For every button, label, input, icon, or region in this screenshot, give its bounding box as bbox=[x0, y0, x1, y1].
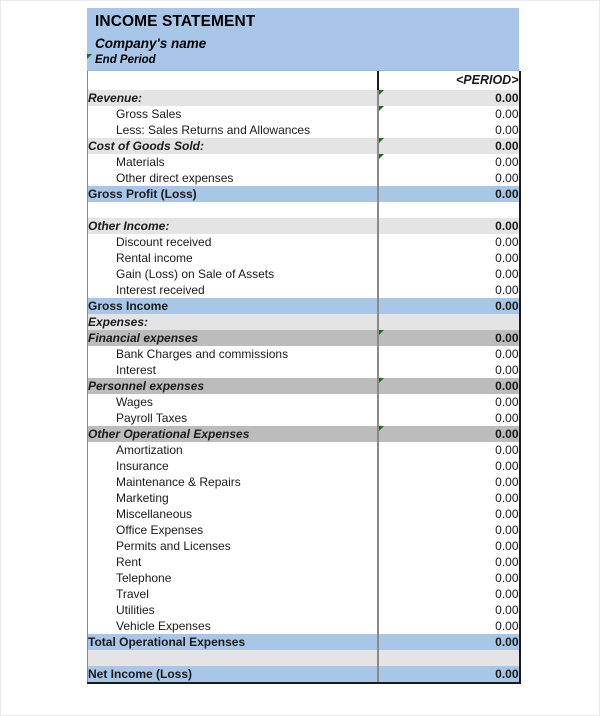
table-row[interactable] bbox=[88, 90, 520, 106]
row-value[interactable] bbox=[378, 570, 520, 586]
table-header-row bbox=[88, 71, 520, 90]
row-value-text: 0.00 bbox=[495, 266, 519, 281]
end-period-label: End Period bbox=[95, 54, 156, 66]
comment-marker-icon bbox=[379, 138, 384, 143]
row-label: Revenue: bbox=[88, 90, 378, 106]
row-value-text: 0.00 bbox=[495, 250, 519, 265]
row-label: Net Income (Loss) bbox=[88, 666, 378, 683]
row-label: Expenses: bbox=[88, 314, 378, 330]
comment-marker-icon bbox=[379, 154, 384, 159]
table-row[interactable] bbox=[88, 362, 520, 378]
row-value[interactable] bbox=[378, 474, 520, 490]
row-value[interactable] bbox=[378, 506, 520, 522]
spacer-cell bbox=[88, 202, 378, 218]
row-value[interactable] bbox=[378, 522, 520, 538]
row-value-text: 0.00 bbox=[495, 186, 519, 201]
column-header-period: <PERIOD> bbox=[378, 71, 520, 90]
row-value[interactable] bbox=[378, 138, 520, 154]
row-value-text: 0.00 bbox=[495, 522, 519, 537]
row-value-text: 0.00 bbox=[495, 90, 519, 105]
row-label: Rental income bbox=[88, 250, 378, 266]
row-value[interactable] bbox=[378, 426, 520, 442]
row-label: Travel bbox=[88, 586, 378, 602]
row-value[interactable] bbox=[378, 586, 520, 602]
row-value-text: 0.00 bbox=[495, 490, 519, 505]
table-row[interactable] bbox=[88, 186, 520, 202]
row-value[interactable] bbox=[378, 250, 520, 266]
row-value[interactable] bbox=[378, 554, 520, 570]
row-value[interactable] bbox=[378, 538, 520, 554]
row-value[interactable] bbox=[378, 314, 520, 330]
row-value-text: 0.00 bbox=[495, 218, 519, 233]
spacer-cell-value bbox=[378, 650, 520, 666]
row-value[interactable] bbox=[378, 282, 520, 298]
row-value-text: 0.00 bbox=[495, 634, 519, 649]
row-label: Insurance bbox=[88, 458, 378, 474]
end-period-field[interactable] bbox=[87, 55, 519, 67]
table-row[interactable] bbox=[88, 234, 520, 250]
row-label: Bank Charges and commissions bbox=[88, 346, 378, 362]
comment-marker-icon bbox=[379, 106, 384, 111]
row-value-text: 0.00 bbox=[495, 474, 519, 489]
row-value-text: 0.00 bbox=[495, 666, 519, 681]
table-row[interactable] bbox=[88, 298, 520, 314]
table-row[interactable] bbox=[88, 154, 520, 170]
row-label: Vehicle Expenses bbox=[88, 618, 378, 634]
row-value[interactable] bbox=[378, 458, 520, 474]
row-label: Interest bbox=[88, 362, 378, 378]
row-label: Total Operational Expenses bbox=[88, 634, 378, 650]
row-value[interactable] bbox=[378, 618, 520, 634]
row-value-text: 0.00 bbox=[495, 362, 519, 377]
table-row[interactable] bbox=[88, 602, 520, 618]
spacer-row bbox=[88, 202, 520, 218]
spacer-cell-value bbox=[378, 202, 520, 218]
table-row[interactable] bbox=[88, 282, 520, 298]
row-value-text: 0.00 bbox=[495, 394, 519, 409]
table-row[interactable] bbox=[88, 618, 520, 634]
row-label: Cost of Goods Sold: bbox=[88, 138, 378, 154]
row-value[interactable] bbox=[378, 298, 520, 314]
table-row[interactable] bbox=[88, 666, 520, 683]
row-label: Other direct expenses bbox=[88, 170, 378, 186]
row-value[interactable] bbox=[378, 346, 520, 362]
row-value[interactable] bbox=[378, 106, 520, 122]
row-value[interactable] bbox=[378, 122, 520, 138]
table-row[interactable] bbox=[88, 394, 520, 410]
row-label: Gain (Loss) on Sale of Assets bbox=[88, 266, 378, 282]
row-value-text: 0.00 bbox=[495, 410, 519, 425]
table-row[interactable] bbox=[88, 314, 520, 330]
row-label: Other Income: bbox=[88, 218, 378, 234]
row-value[interactable] bbox=[378, 666, 520, 683]
comment-marker-icon bbox=[87, 54, 92, 59]
row-value[interactable] bbox=[378, 186, 520, 202]
row-label: Discount received bbox=[88, 234, 378, 250]
row-label: Rent bbox=[88, 554, 378, 570]
row-value-text: 0.00 bbox=[495, 154, 519, 169]
row-label: Permits and Licenses bbox=[88, 538, 378, 554]
row-value-text: 0.00 bbox=[495, 586, 519, 601]
row-label: Interest received bbox=[88, 282, 378, 298]
statement-header-block bbox=[87, 8, 519, 71]
row-label: Less: Sales Returns and Allowances bbox=[88, 122, 378, 138]
row-value-text: 0.00 bbox=[495, 602, 519, 617]
row-value-text: 0.00 bbox=[495, 618, 519, 633]
row-value-text: 0.00 bbox=[495, 106, 519, 121]
row-value-text: 0.00 bbox=[495, 346, 519, 361]
row-value[interactable] bbox=[378, 634, 520, 650]
row-label: Wages bbox=[88, 394, 378, 410]
row-value-text: 0.00 bbox=[495, 330, 519, 345]
income-statement-table bbox=[87, 71, 521, 684]
row-label: Utilities bbox=[88, 602, 378, 618]
table-row[interactable] bbox=[88, 554, 520, 570]
table-row[interactable] bbox=[88, 266, 520, 282]
row-label: Payroll Taxes bbox=[88, 410, 378, 426]
income-statement-sheet bbox=[87, 8, 519, 684]
table-row[interactable] bbox=[88, 586, 520, 602]
row-value-text: 0.00 bbox=[495, 458, 519, 473]
row-label: Gross Sales bbox=[88, 106, 378, 122]
table-row[interactable] bbox=[88, 634, 520, 650]
row-value[interactable] bbox=[378, 394, 520, 410]
table-row[interactable] bbox=[88, 474, 520, 490]
row-label: Gross Profit (Loss) bbox=[88, 186, 378, 202]
table-row[interactable] bbox=[88, 570, 520, 586]
row-value[interactable] bbox=[378, 378, 520, 394]
statement-body bbox=[88, 71, 520, 683]
row-value-text: 0.00 bbox=[495, 506, 519, 521]
table-row[interactable] bbox=[88, 138, 520, 154]
comment-marker-icon bbox=[379, 426, 384, 431]
comment-marker-icon bbox=[379, 90, 384, 95]
company-name-field[interactable]: Company's name bbox=[95, 35, 207, 51]
row-value-text: 0.00 bbox=[495, 282, 519, 297]
table-row[interactable] bbox=[88, 458, 520, 474]
row-value-text: 0.00 bbox=[495, 570, 519, 585]
comment-marker-icon bbox=[379, 330, 384, 335]
row-label: Amortization bbox=[88, 442, 378, 458]
page-title: INCOME STATEMENT bbox=[95, 13, 256, 30]
row-value-text: 0.00 bbox=[495, 234, 519, 249]
row-value[interactable] bbox=[378, 90, 520, 106]
table-row[interactable] bbox=[88, 410, 520, 426]
row-value[interactable] bbox=[378, 218, 520, 234]
row-value[interactable] bbox=[378, 154, 520, 170]
row-value-text: 0.00 bbox=[495, 170, 519, 185]
row-label: Materials bbox=[88, 154, 378, 170]
row-value-text: 0.00 bbox=[495, 378, 519, 393]
spacer-cell bbox=[88, 650, 378, 666]
table-row[interactable] bbox=[88, 506, 520, 522]
table-row[interactable] bbox=[88, 250, 520, 266]
row-label: Telephone bbox=[88, 570, 378, 586]
table-row[interactable] bbox=[88, 218, 520, 234]
row-label: Miscellaneous bbox=[88, 506, 378, 522]
row-label: Gross Income bbox=[88, 298, 378, 314]
row-label: Personnel expenses bbox=[88, 378, 378, 394]
table-row[interactable] bbox=[88, 378, 520, 394]
row-value[interactable] bbox=[378, 602, 520, 618]
row-value-text: 0.00 bbox=[495, 442, 519, 457]
row-label: Financial expenses bbox=[88, 330, 378, 346]
row-label: Maintenance & Repairs bbox=[88, 474, 378, 490]
table-row[interactable] bbox=[88, 170, 520, 186]
column-header-blank bbox=[88, 71, 378, 90]
table-row[interactable] bbox=[88, 426, 520, 442]
row-value-text: 0.00 bbox=[495, 298, 519, 313]
table-row[interactable] bbox=[88, 330, 520, 346]
row-value-text: 0.00 bbox=[495, 138, 519, 153]
row-value-text: 0.00 bbox=[495, 122, 519, 137]
row-value-text: 0.00 bbox=[495, 538, 519, 553]
row-value[interactable] bbox=[378, 362, 520, 378]
table-row[interactable] bbox=[88, 106, 520, 122]
row-value[interactable] bbox=[378, 490, 520, 506]
table-row[interactable] bbox=[88, 490, 520, 506]
row-label: Marketing bbox=[88, 490, 378, 506]
row-value-text: 0.00 bbox=[495, 554, 519, 569]
spacer-row bbox=[88, 650, 520, 666]
table-row[interactable] bbox=[88, 442, 520, 458]
row-value-text: 0.00 bbox=[495, 426, 519, 441]
comment-marker-icon bbox=[379, 378, 384, 383]
row-value[interactable] bbox=[378, 442, 520, 458]
row-value[interactable] bbox=[378, 266, 520, 282]
row-label: Office Expenses bbox=[88, 522, 378, 538]
row-value[interactable] bbox=[378, 234, 520, 250]
table-row[interactable] bbox=[88, 538, 520, 554]
table-row[interactable] bbox=[88, 522, 520, 538]
table-row[interactable] bbox=[88, 122, 520, 138]
row-value[interactable] bbox=[378, 410, 520, 426]
row-value[interactable] bbox=[378, 170, 520, 186]
row-label: Other Operational Expenses bbox=[88, 426, 378, 442]
table-row[interactable] bbox=[88, 346, 520, 362]
row-value[interactable] bbox=[378, 330, 520, 346]
